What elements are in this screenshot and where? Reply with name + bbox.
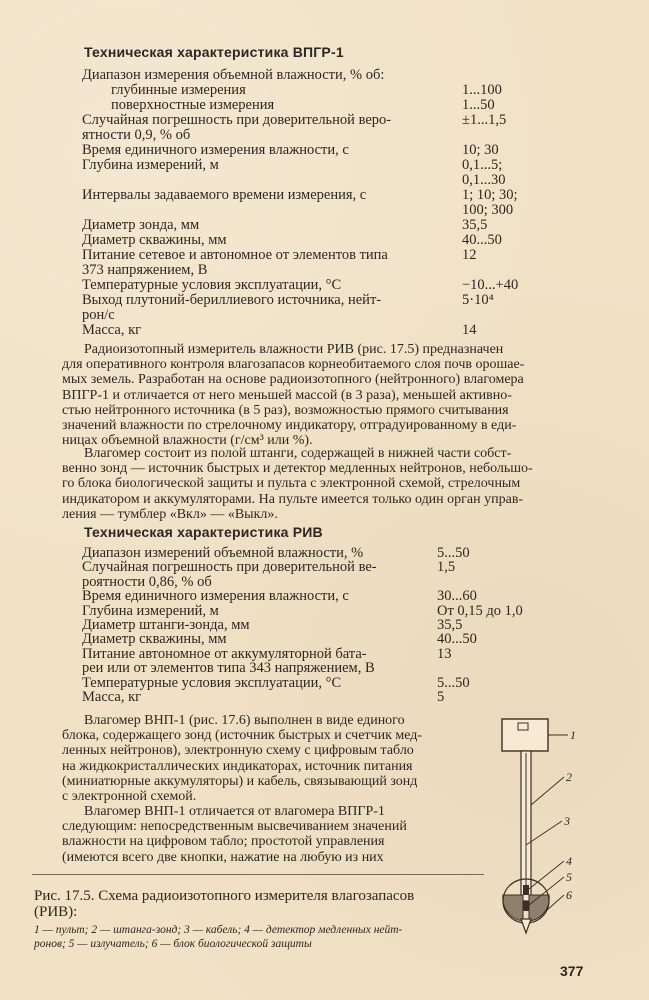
paragraph-line: стью нейтронного источника (в 5 раз), возможностью прямого считывания [62, 402, 509, 418]
paragraph-line: (имеются всего две кнопки, нажатие на любую из них [62, 849, 384, 865]
paragraph-line: ленных нейтронов), электронную схему с цифровым табло [62, 743, 414, 759]
spec-value: 0,1...5; [462, 157, 503, 173]
spec-label: Глубина измерений, м [82, 157, 219, 173]
spec-label: Питание сетевое и автономное от элементов типа [82, 247, 388, 263]
spec-value: 5·10⁴ [462, 292, 494, 308]
figure-label-6: 6 [566, 888, 572, 902]
figure-label-3: 3 [564, 814, 570, 828]
paragraph-line: венно зонд — источник быстрых и детектор медленных нейтронов, небольшо- [62, 461, 533, 477]
leader-4 [529, 861, 564, 889]
spec-value: 40...50 [462, 232, 502, 248]
spec-label: ятности 0,9, % об [82, 127, 191, 143]
paragraph-line: влажности на цифровом табло; простотой управления [62, 834, 385, 850]
figure-label-1: 1 [570, 728, 576, 742]
paragraph-line: ления — тумблер «Вкл» — «Выкл». [62, 506, 278, 522]
spec-label: Температурные условия эксплуатации, °С [82, 674, 342, 691]
spec-label: Случайная погрешность при доверительной веро- [82, 112, 392, 128]
spec-label: Масса, кг [82, 689, 142, 705]
spec-value: От 0,15 до 1,0 [437, 602, 523, 619]
spec-label: Время единичного измерения влажности, с [82, 142, 349, 158]
paragraph-line: ВПГР-1 и отличается от него меньшей массой (в 3 раза), меньшей активно- [62, 387, 512, 403]
spec-value: 100; 300 [462, 202, 514, 218]
spec-label: Глубина измерений, м [82, 602, 219, 619]
spec-label: Питание автономное от аккумуляторной бата- [82, 645, 367, 662]
spec-label: Диаметр скважины, мм [82, 232, 227, 248]
figure-label-4: 4 [566, 854, 572, 868]
paragraph-line: для оперативного контроля влагозапасов корнеобитаемого слоя почв орошае- [62, 357, 525, 373]
paragraph-line: Радиоизотопный измеритель влажности РИВ (рис. 17.5) предназначен [84, 342, 504, 357]
spec-label: рон/с [82, 307, 115, 323]
paragraph-line: ницах объемной влажности (г/см³ или %). [62, 433, 313, 449]
spec-value: 40...50 [437, 631, 477, 648]
paragraph-line: следующим: непосредственным высвечиванием значений [62, 819, 407, 835]
spec-label: глубинные измерения [111, 82, 246, 98]
paragraph-line: блока, содержащего зонд (источник быстрых и счетчик мед- [62, 728, 423, 744]
figure-label-5: 5 [566, 870, 572, 884]
console-part [502, 719, 548, 751]
paragraph-line: (миниатюрные аккумуляторы) и кабель, связывающий зонд [62, 773, 418, 789]
spec-label: 373 напряжением, В [82, 262, 208, 278]
riv-schematic-figure [488, 705, 588, 955]
shield-right-part [529, 895, 549, 921]
figure-legend-line1: 1 — пульт; 2 — штанга-зонд; 3 — кабель; 4 — детектор медленных нейт- [34, 924, 403, 936]
paragraph-line: с электронной схемой. [62, 789, 197, 805]
spec-value: 1...50 [462, 97, 495, 113]
spec-value: 13 [437, 645, 452, 662]
spec-value: 5...50 [437, 674, 470, 691]
spec-label: Температурные условия эксплуатации, °С [82, 277, 342, 293]
spec-label: реи или от элементов типа 343 напряжением, В [82, 660, 375, 677]
paragraph-line: на жидкокристаллических индикаторах, источник питания [62, 758, 413, 774]
figure-label-2: 2 [566, 770, 572, 784]
leader-2 [531, 777, 564, 805]
detector-part [523, 885, 529, 895]
spec-label: Масса, кг [82, 322, 142, 338]
paragraph-riv-intro [62, 342, 582, 448]
paragraph-line: мых земель. Разработан на основе радиоизотопного (нейтронного) влагомера [62, 372, 524, 388]
spec-value: 5 [437, 689, 445, 705]
spec-label: Диапазон измерения объемной влажности, % об: [82, 67, 385, 83]
spec-value: 30...60 [437, 588, 477, 605]
spec-label: Интервалы задаваемого времени измерения, с [82, 187, 367, 203]
probe-tip-part [521, 919, 531, 933]
spec2-title: Техническая характеристика РИВ [84, 524, 323, 540]
spec-value: ±1...1,5 [462, 112, 507, 128]
figure-caption-line2: (РИВ): [34, 904, 78, 920]
spec1-title: Техническая характеристика ВПГР-1 [84, 44, 344, 60]
paragraph-vnp1 [62, 713, 476, 804]
spec-label: Выход плутоний-бериллиевого источника, нейт- [82, 292, 382, 308]
spec-value: 0,1...30 [462, 172, 506, 188]
figure-legend-line2: ронов; 5 — излучатель; 6 — блок биологической защиты [34, 938, 312, 950]
paragraph-line: Влагомер ВНП-1 отличается от влагомера ВПГР-1 [84, 804, 385, 819]
shield-left-part [503, 895, 523, 921]
spec-value: 1,5 [437, 559, 456, 576]
spec-label: роятности 0,86, % об [82, 573, 212, 590]
spec-value: 1...100 [462, 82, 502, 98]
caption-divider [32, 874, 484, 875]
emitter-part [523, 901, 529, 911]
spec-label: Диаметр скважины, мм [82, 631, 227, 648]
spec-label: Диаметр зонда, мм [82, 217, 200, 233]
paragraph-line: Влагомер ВНП-1 (рис. 17.6) выполнен в виде единого [84, 713, 405, 728]
paragraph-line: Влагомер состоит из полой штанги, содержащей в нижней части собст- [84, 446, 512, 461]
paragraph-line: значений влажности по стрелочному индикатору, отградуированному в еди- [62, 418, 517, 434]
spec-value: 10; 30 [462, 142, 499, 158]
spec-label: Время единичного измерения влажности, с [82, 588, 349, 605]
figure-caption-line1: Рис. 17.5. Схема радиоизотопного измерителя влагозапасов [34, 888, 415, 904]
spec-label: Диапазон измерений объемной влажности, % [82, 545, 364, 561]
spec-value: 12 [462, 247, 477, 263]
paragraph-line: го блока биологической защиты и пульта с электронной схемой, стрелочным [62, 476, 521, 492]
spec-label: Диаметр штанги-зонда, мм [82, 617, 250, 633]
spec-label: поверхностные измерения [111, 97, 275, 113]
spec-label: Случайная погрешность при доверительной ве- [82, 559, 377, 576]
spec-value: 35,5 [437, 617, 463, 633]
spec-value: 5...50 [437, 545, 470, 561]
spec-value: 14 [462, 322, 477, 338]
spec-value: 1; 10; 30; [462, 187, 518, 203]
paragraph-line: индикатором и аккумуляторами. На пульте имеется только один орган управ- [62, 491, 524, 507]
spec-value: 35,5 [462, 217, 488, 233]
page-number: 377 [560, 963, 584, 979]
spec-value: −10...+40 [462, 277, 519, 293]
paragraph-riv-design [62, 446, 582, 522]
paragraph-vnp1-differences [62, 804, 476, 865]
